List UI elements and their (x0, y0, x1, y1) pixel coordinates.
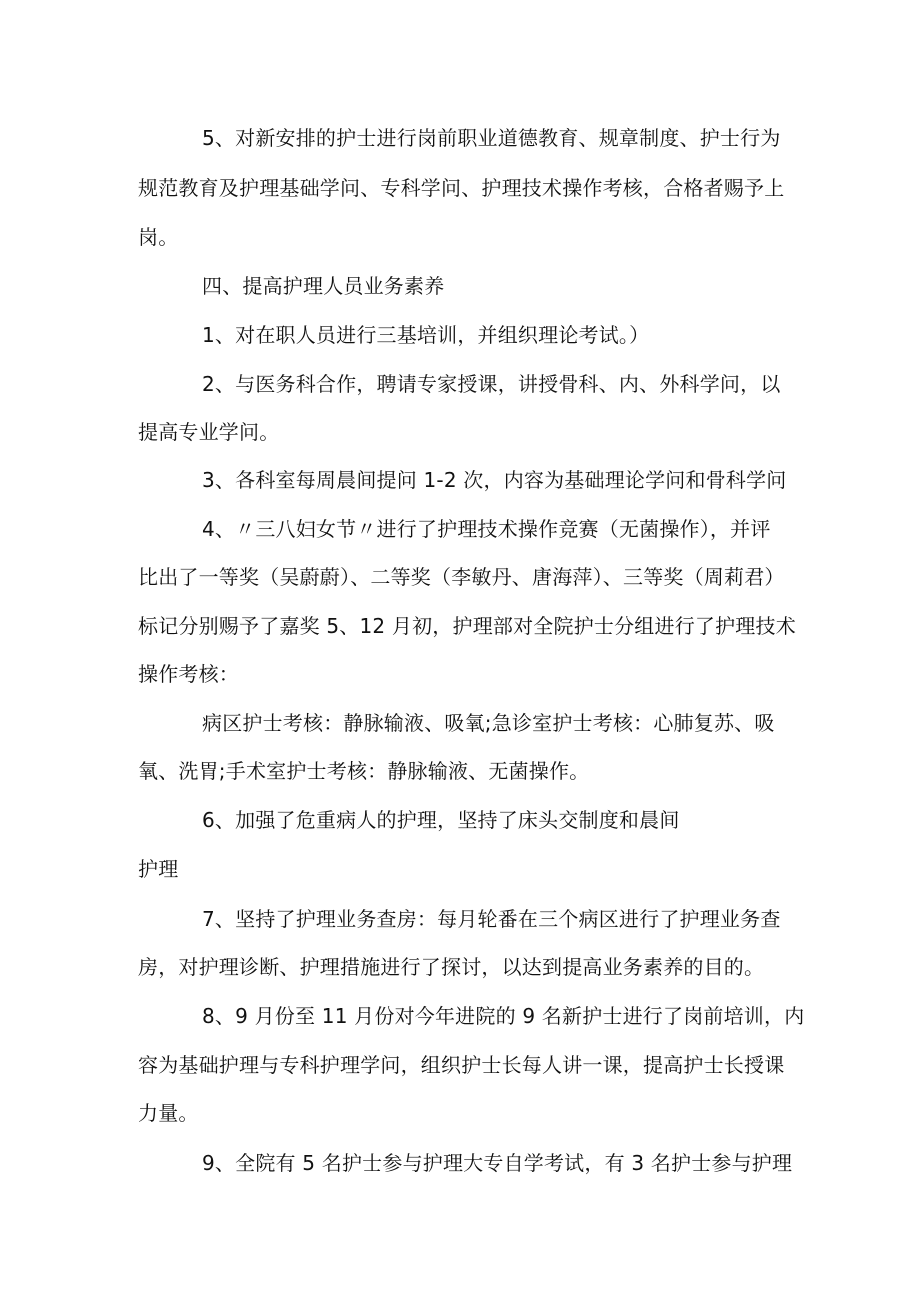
paragraph-line: 8、9 月份至 11 月份对今年进院的 9 名新护士进行了岗前培训，内 (202, 1004, 805, 1028)
paragraph-line: 7、坚持了护理业务查房：每月轮番在三个病区进行了护理业务查 (202, 907, 781, 931)
paragraph-line: 力量。 (138, 1101, 199, 1125)
paragraph-line: 9、全院有 5 名护士参与护理大专自学考试，有 3 名护士参与护理 (202, 1151, 793, 1175)
paragraph-line: 6、加强了危重病人的护理，坚持了床头交制度和晨间 (202, 808, 680, 832)
paragraph-line: 操作考核： (138, 662, 239, 686)
paragraph-line: 提高专业学问。 (138, 420, 280, 444)
paragraph-line: 1、对在职人员进行三基培训，并组织理论考试。） (202, 323, 650, 347)
paragraph-line: 5、对新安排的护士进行岗前职业道德教育、规章制度、护士行为 (202, 126, 781, 150)
paragraph-line: 比出了一等奖（吴蔚蔚）、二等奖（李敏丹、唐海萍）、三等奖（周莉君） (138, 565, 785, 589)
paragraph-line: 氧、洗胃;手术室护士考核：静脉输液、无菌操作。 (138, 759, 590, 783)
paragraph-line: 病区护士考核：静脉输液、吸氧;急诊室护士考核：心肺复苏、吸 (202, 711, 775, 735)
paragraph-line: 规范教育及护理基础学问、专科学问、护理技术操作考核，合格者赐予上 (138, 176, 785, 200)
paragraph-line: 2、与医务科合作，聘请专家授课，讲授骨科、内、外科学问，以 (202, 372, 781, 396)
paragraph-line: 岗。 (138, 225, 179, 249)
paragraph-line: 护理 (138, 857, 179, 881)
paragraph-line: 标记分别赐予了嘉奖 5、12 月初，护理部对全院护士分组进行了护理技术 (138, 614, 796, 638)
section-heading: 四、提高护理人员业务素养 (202, 274, 445, 298)
paragraph-line: 房，对护理诊断、护理措施进行了探讨，以达到提高业务素养的目的。 (138, 955, 765, 979)
paragraph-line: 4、〃三八妇女节〃进行了护理技术操作竞赛（无菌操作），并评 (202, 517, 771, 541)
paragraph-line: 容为基础护理与专科护理学问，组织护士长每人讲一课，提高护士长授课 (138, 1053, 785, 1077)
paragraph-line: 3、各科室每周晨间提问 1-2 次，内容为基础理论学问和骨科学问 (202, 468, 787, 492)
